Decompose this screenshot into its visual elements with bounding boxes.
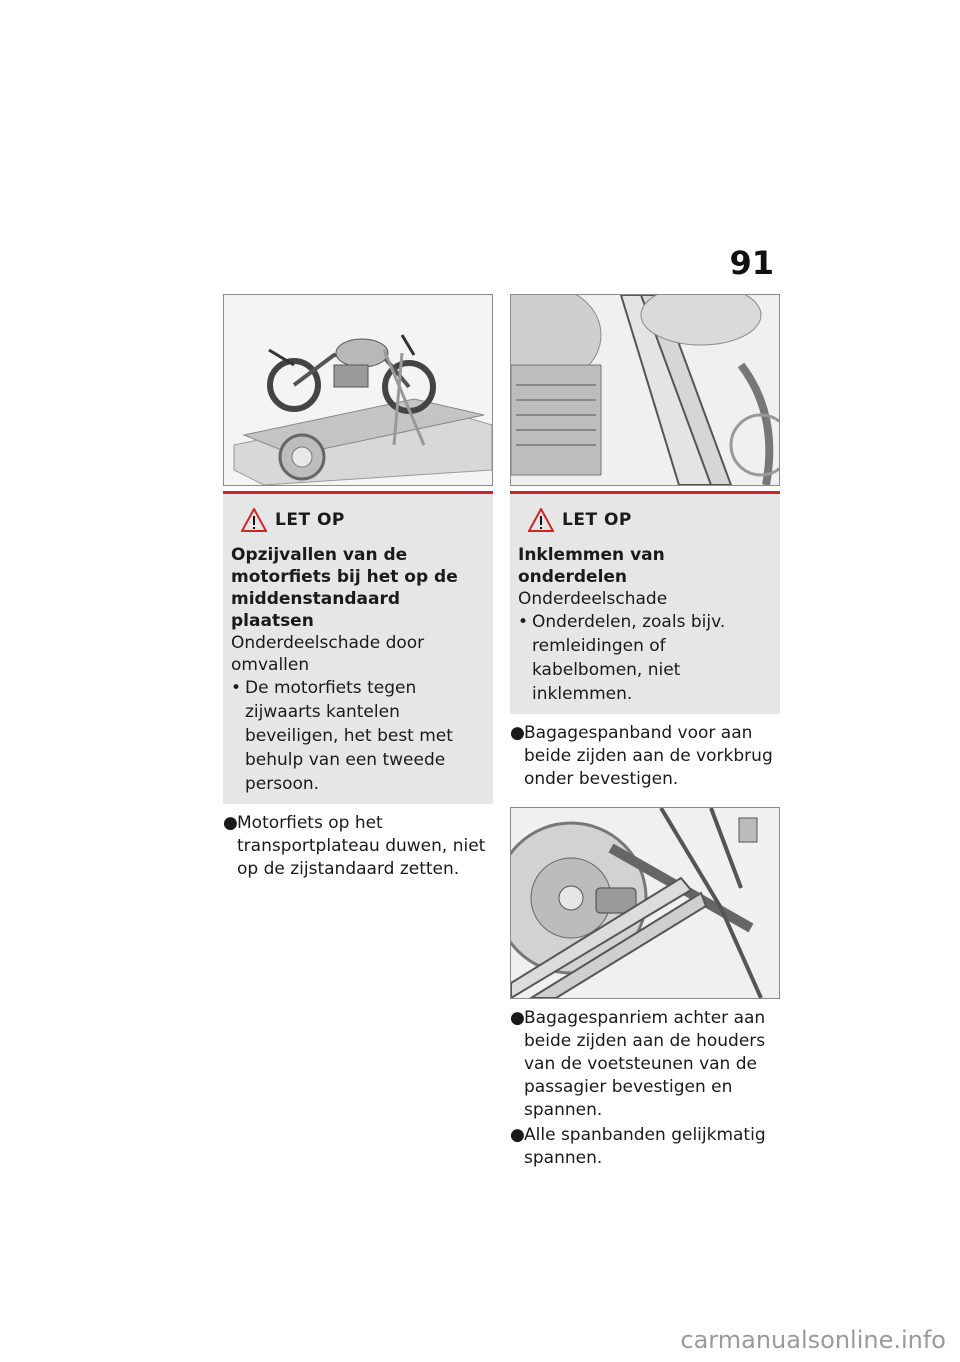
bullet-dot: •: [518, 612, 529, 632]
warning-text: Onderdeelschade door omvallen: [231, 633, 425, 675]
left-column: [223, 294, 493, 881]
warning-label: LET OP: [275, 510, 345, 530]
step-item: [510, 722, 780, 791]
warning-bullet-text: Onderdelen, zoals bijv. remleidingen of kabelbomen, niet inklemmen.: [532, 612, 726, 704]
watermark: carmanualsonline.info: [680, 1326, 946, 1354]
figure-motorcycle-on-trailer: [223, 294, 493, 486]
step-bullet-icon: ●: [223, 813, 238, 833]
warning-text: Onderdeelschade: [518, 589, 668, 609]
figure-front-fork-strap: [510, 294, 780, 486]
fork-strap-illustration: [511, 295, 779, 485]
warning-box-clamping: [510, 491, 780, 714]
step-bullet-icon: ●: [510, 1125, 525, 1145]
warning-triangle-icon: [528, 508, 554, 532]
warning-bullet: [518, 610, 772, 706]
step-text: Alle spanbanden gelijkmatig spannen.: [524, 1125, 766, 1168]
warning-box-fall: [223, 491, 493, 804]
warning-label: LET OP: [562, 510, 632, 530]
page-number: 91: [729, 244, 774, 282]
warning-triangle-icon: [241, 508, 267, 532]
warning-bullet-text: De motorfiets tegen zijwaarts kantelen beveiligen, het best met behulp van een tweede persoon.: [245, 678, 453, 794]
step-text: Bagagespanriem achter aan beide zijden aan de houders van de voetsteunen van de passagier bevestigen en spannen.: [524, 1008, 766, 1120]
step-bullet-icon: ●: [510, 723, 525, 743]
warning-bullet: [231, 676, 485, 796]
step-item: [510, 1007, 780, 1122]
warning-header: [241, 508, 485, 532]
warning-title: Opzijvallen van de motorfiets bij het op de middenstandaard plaatsen: [231, 545, 458, 631]
step-text: Motorfiets op het transportplateau duwen, niet op de zijstandaard zetten.: [237, 813, 486, 879]
step-bullet-icon: ●: [510, 1008, 525, 1028]
right-column: [510, 294, 780, 1170]
step-item: [510, 1124, 780, 1170]
warning-header: [528, 508, 772, 532]
figure-rear-strap: [510, 807, 780, 999]
bullet-dot: •: [231, 678, 242, 698]
motorcycle-trailer-illustration: [224, 295, 492, 485]
step-item: [223, 812, 493, 881]
step-text: Bagagespanband voor aan beide zijden aan de vorkbrug onder bevestigen.: [524, 723, 773, 789]
rear-strap-illustration: [511, 808, 779, 998]
warning-title: Inklemmen van onderdelen: [518, 545, 665, 587]
